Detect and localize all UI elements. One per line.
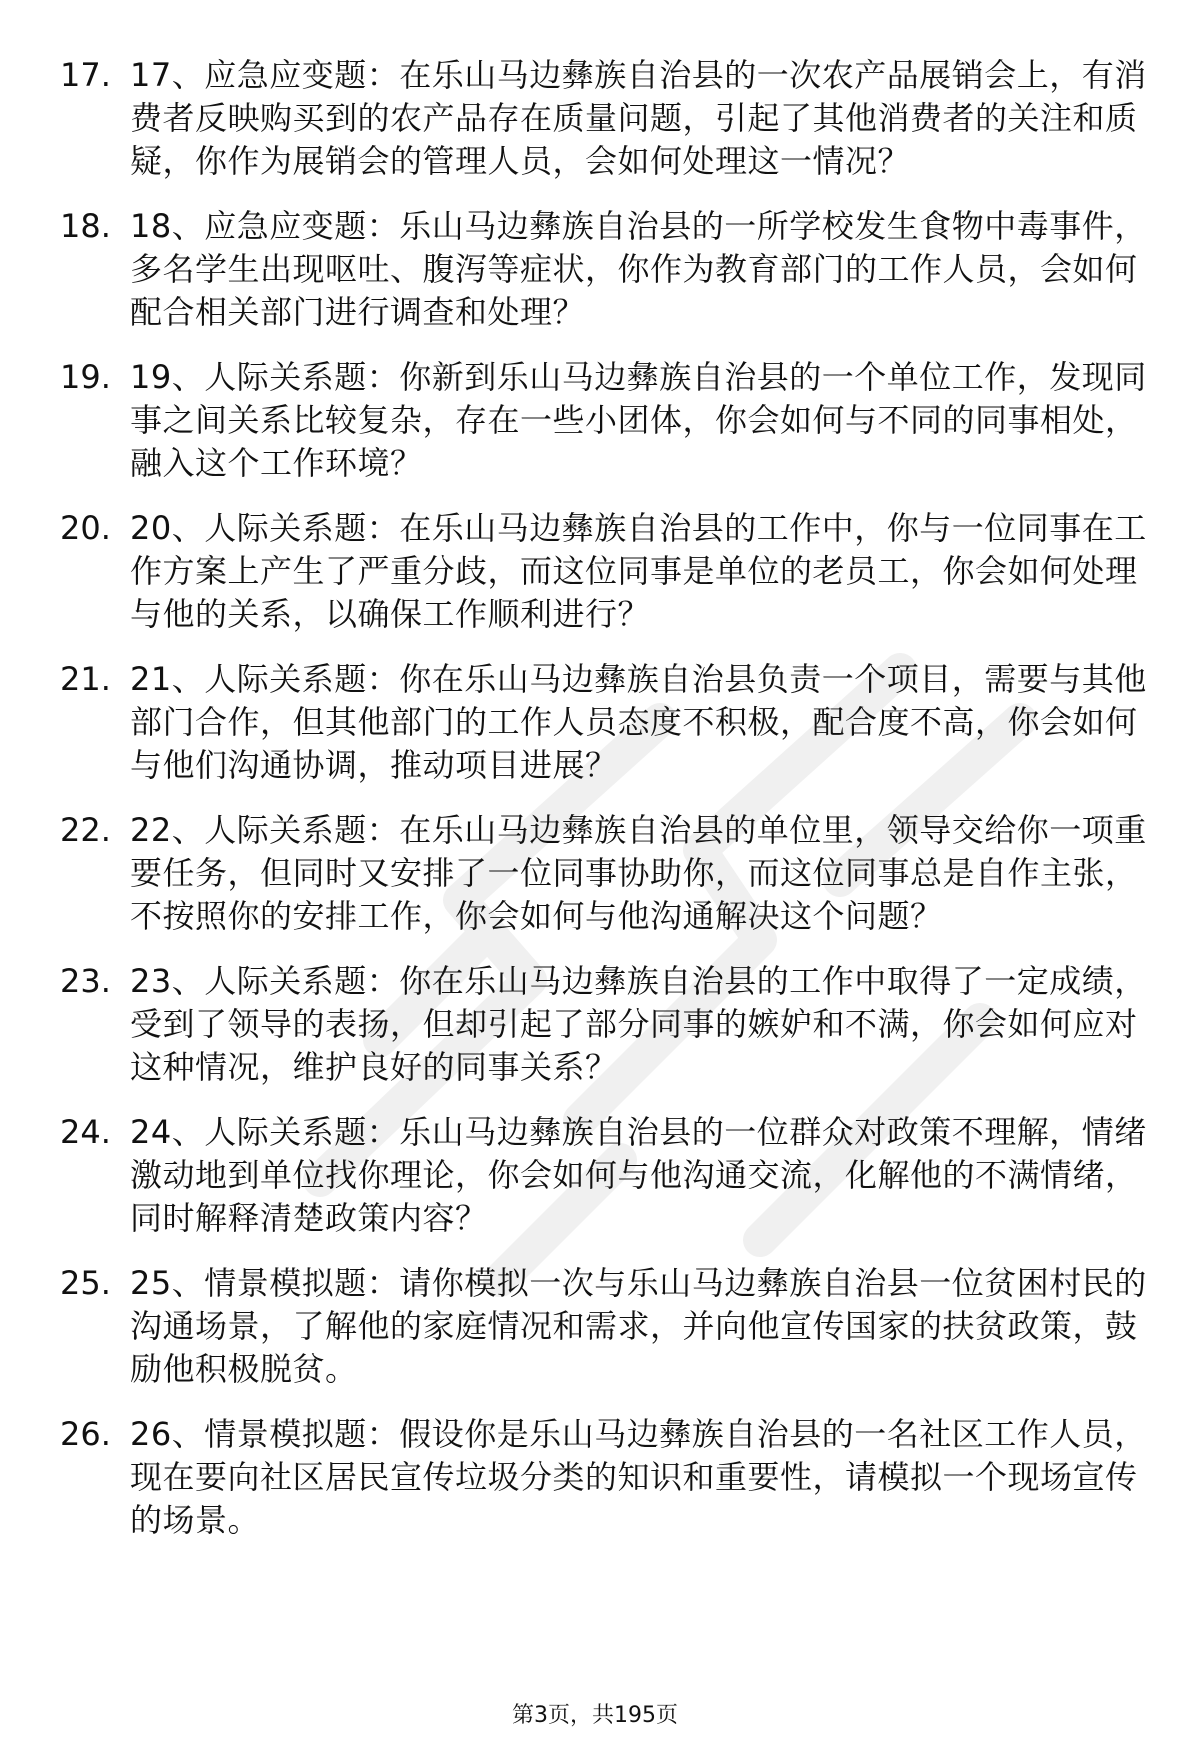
question-number: 23. xyxy=(60,962,111,1000)
question-number: 21. xyxy=(60,660,111,698)
list-item xyxy=(60,960,1150,1089)
question-text: 26、情景模拟题：假设你是乐山马边彝族自治县的一名社区工作人员，现在要向社区居民宣传垃圾分类的知识和重要性，请模拟一个现场宣传的场景。 xyxy=(130,1415,1147,1539)
question-text: 21、人际关系题：你在乐山马边彝族自治县负责一个项目，需要与其他部门合作，但其他部门的工作人员态度不积极，配合度不高，你会如何与他们沟通协调，推动项目进展？ xyxy=(130,660,1147,784)
question-number: 20. xyxy=(60,509,111,547)
list-item xyxy=(60,809,1150,938)
question-text: 25、情景模拟题：请你模拟一次与乐山马边彝族自治县一位贫困村民的沟通场景，了解他的家庭情况和需求，并向他宣传国家的扶贫政策，鼓励他积极脱贫。 xyxy=(130,1264,1147,1388)
question-number: 22. xyxy=(60,811,111,849)
list-item xyxy=(60,507,1150,636)
question-text: 17、应急应变题：在乐山马边彝族自治县的一次农产品展销会上，有消费者反映购买到的农产品存在质量问题，引起了其他消费者的关注和质疑，你作为展销会的管理人员，会如何处理这一情况？ xyxy=(130,56,1147,180)
question-text: 23、人际关系题：你在乐山马边彝族自治县的工作中取得了一定成绩，受到了领导的表扬，但却引起了部分同事的嫉妒和不满，你会如何应对这种情况，维护良好的同事关系？ xyxy=(130,962,1147,1086)
question-number: 26. xyxy=(60,1415,111,1453)
question-text: 20、人际关系题：在乐山马边彝族自治县的工作中，你与一位同事在工作方案上产生了严重分歧，而这位同事是单位的老员工，你会如何处理与他的关系，以确保工作顺利进行？ xyxy=(130,509,1147,633)
question-number: 24. xyxy=(60,1113,111,1151)
question-number: 18. xyxy=(60,207,111,245)
list-item xyxy=(60,1413,1150,1542)
question-text: 24、人际关系题：乐山马边彝族自治县的一位群众对政策不理解，情绪激动地到单位找你理论，你会如何与他沟通交流，化解他的不满情绪，同时解释清楚政策内容？ xyxy=(130,1113,1147,1237)
question-text: 18、应急应变题：乐山马边彝族自治县的一所学校发生食物中毒事件，多名学生出现呕吐、腹泻等症状，你作为教育部门的工作人员，会如何配合相关部门进行调查和处理？ xyxy=(130,207,1147,331)
list-item xyxy=(60,356,1150,485)
list-item xyxy=(60,1262,1150,1391)
list-item xyxy=(60,1111,1150,1240)
list-item xyxy=(60,54,1150,183)
list-item xyxy=(60,205,1150,334)
question-number: 17. xyxy=(60,56,111,94)
question-list xyxy=(60,54,1150,1564)
question-number: 19. xyxy=(60,358,111,396)
question-text: 19、人际关系题：你新到乐山马边彝族自治县的一个单位工作，发现同事之间关系比较复杂，存在一些小团体，你会如何与不同的同事相处，融入这个工作环境？ xyxy=(130,358,1147,482)
list-item xyxy=(60,658,1150,787)
page-footer: 第3页，共195页 xyxy=(512,1703,678,1728)
question-text: 22、人际关系题：在乐山马边彝族自治县的单位里，领导交给你一项重要任务，但同时又安排了一位同事协助你，而这位同事总是自作主张，不按照你的安排工作，你会如何与他沟通解决这个问题？ xyxy=(130,811,1147,935)
question-number: 25. xyxy=(60,1264,111,1302)
